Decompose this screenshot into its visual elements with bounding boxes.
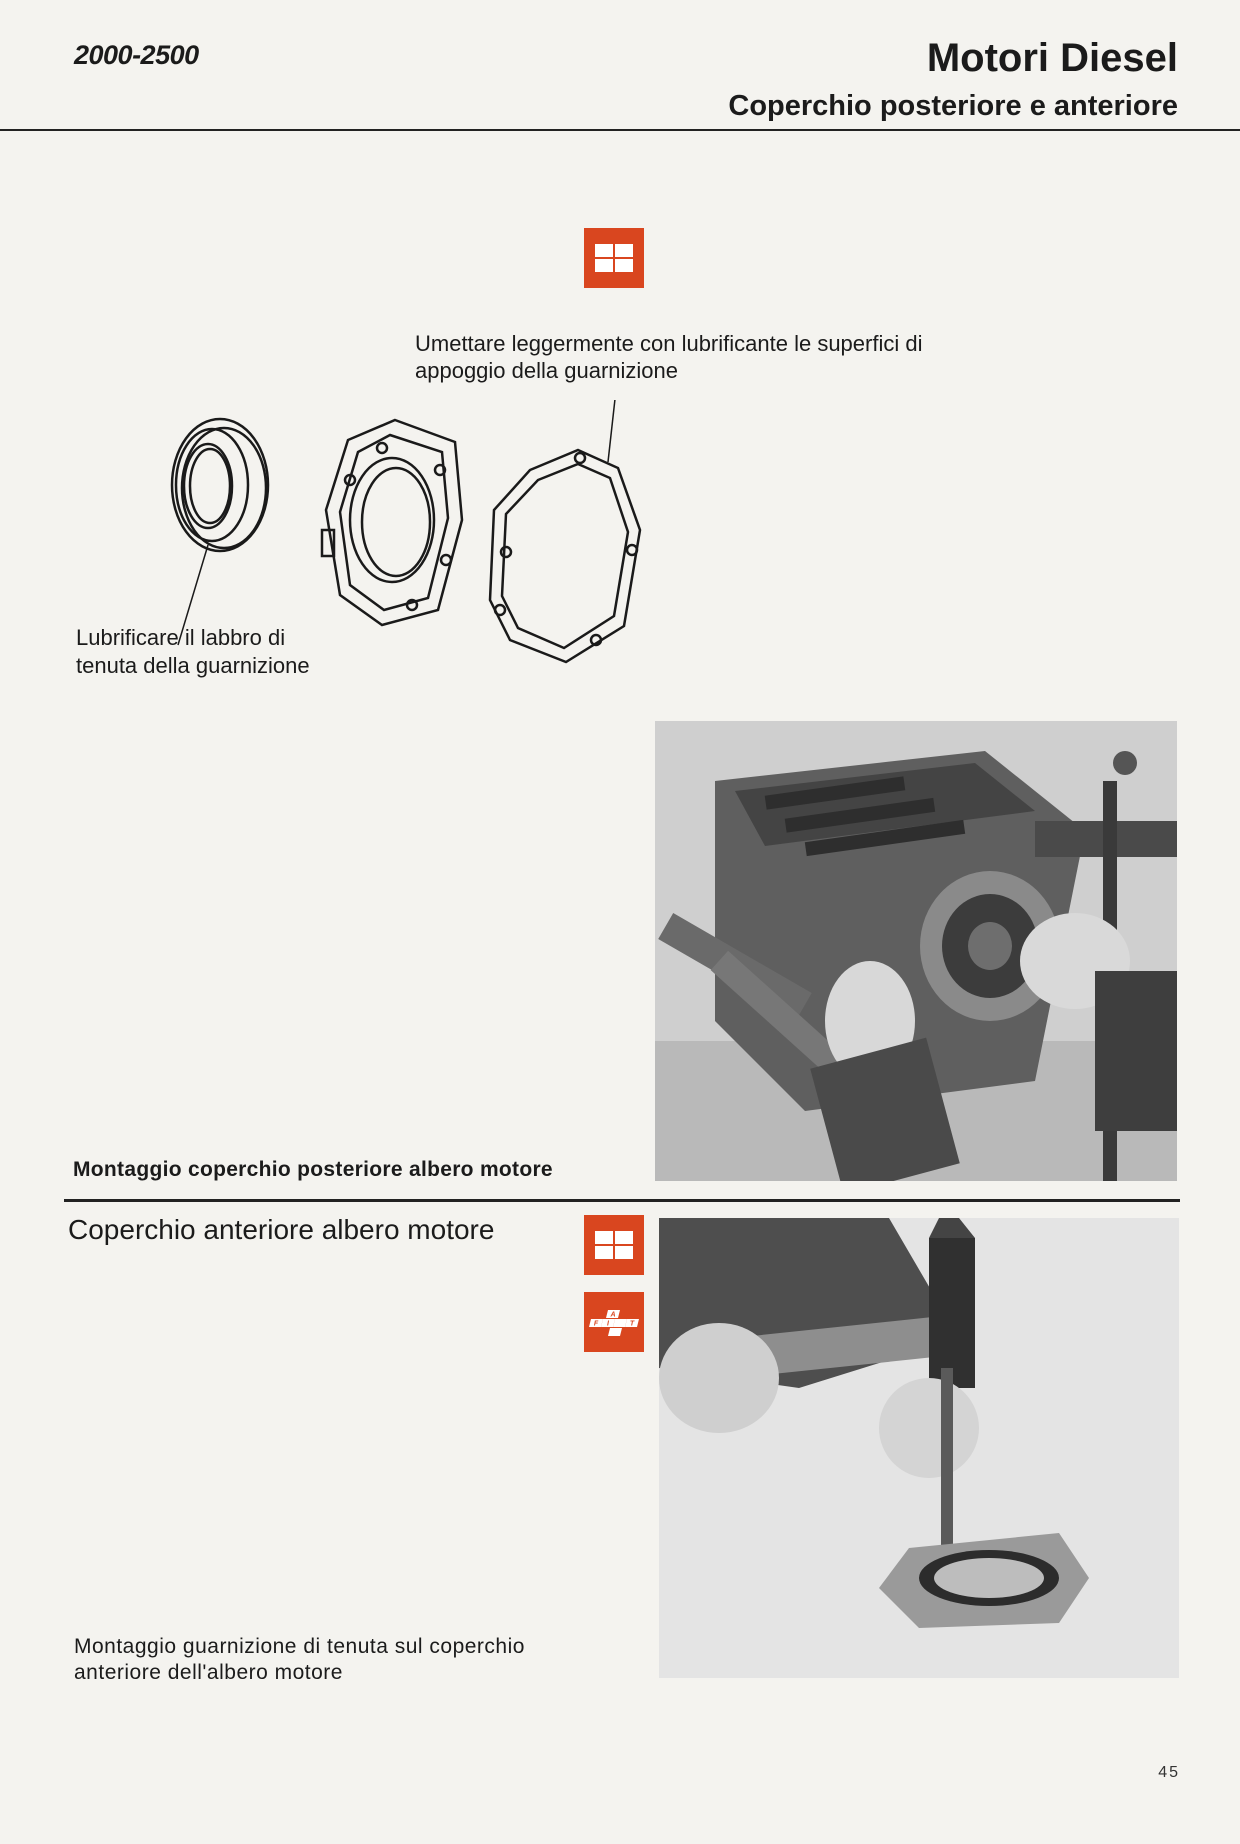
svg-text:A: A (610, 1311, 616, 1319)
header-divider (0, 129, 1240, 131)
photo-rear-cover-mounting (655, 721, 1177, 1181)
page-title: Motori Diesel (926, 36, 1178, 80)
exploded-parts-icon (584, 1215, 644, 1275)
page-subtitle: Coperchio posteriore e anteriore (728, 90, 1178, 122)
svg-text:T: T (629, 1320, 635, 1328)
caption-front-seal: Montaggio guarnizione di tenuta sul coperchio anteriore dell'albero motore (74, 1635, 525, 1684)
model-label: 2000-2500 (74, 40, 199, 70)
photo-front-seal-mounting (659, 1218, 1179, 1678)
section-title-front-cover: Coperchio anteriore albero motore (68, 1214, 495, 1245)
fiat-tool-icon (584, 1292, 644, 1352)
section-divider (64, 1199, 1180, 1202)
note-gasket-surfaces: Umettare leggermente con lubrificante le superfici di appoggio della guarnizione (415, 331, 923, 383)
svg-text:I: I (607, 1320, 609, 1328)
caption-rear-cover: Montaggio coperchio posteriore albero motore (73, 1158, 553, 1181)
page-number: 45 (1158, 1764, 1180, 1781)
svg-text:F: F (593, 1320, 599, 1328)
exploded-parts-icon (584, 228, 644, 288)
note-seal-lip: Lubrificare il labbro di tenuta della guarnizione (76, 625, 310, 678)
